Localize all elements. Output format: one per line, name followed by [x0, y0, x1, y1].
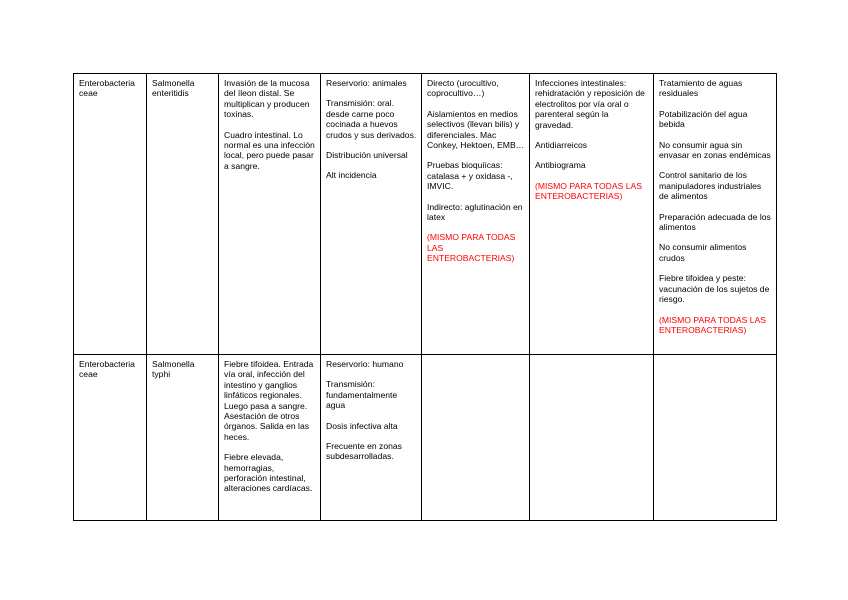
- cell-paragraph: No consumir agua sin envasar en zonas endémicas: [659, 139, 771, 161]
- cell-paragraph: Enterobacteria ceae: [79, 359, 135, 380]
- cell-paragraph: Infecciones intestinales: rehidratación y reposición de electrolitos por vía oral o parenteral según la gravedad.: [535, 78, 645, 130]
- cell-paragraph: Antibiograma: [535, 160, 586, 171]
- cell-paragraph: Tratamiento de aguas residuales: [659, 78, 743, 99]
- epidemiology-cell: [321, 74, 422, 355]
- cell-paragraph: Fiebre elevada, hemorragias, perforación intestinal, alteraciones cardíacas.: [224, 452, 313, 494]
- cell-paragraph: Transmisión: oral. desde carne poco cocinada a huevos crudos y sus derivados.: [326, 98, 417, 140]
- species-cell: [147, 355, 219, 521]
- cell-paragraph: Enterobacteria ceae: [79, 78, 135, 99]
- cell-paragraph: Transmisión: fundamentalmente agua: [326, 379, 398, 411]
- table-body: [74, 74, 777, 521]
- prevention-cell: [654, 355, 777, 521]
- cell-paragraph: Distribución universal: [326, 150, 408, 161]
- diagnosis-cell: [422, 355, 530, 521]
- cell-paragraph: Pruebas bioquíicas: catalasa + y oxidasa -, IMVIC.: [427, 160, 513, 192]
- table-row: [74, 74, 777, 355]
- treatment-cell: [530, 355, 654, 521]
- note-red: (MISMO PARA TODAS LAS ENTEROBACTERIAS): [427, 232, 516, 264]
- cell-paragraph: Directo (urocultivo, coprocultivo…): [427, 78, 499, 99]
- cell-paragraph: Salmonella typhi: [152, 359, 195, 380]
- cell-paragraph: No consumir alimentos crudos: [659, 242, 747, 263]
- cell-paragraph: Potabilización del agua bebida: [659, 108, 748, 130]
- document-table: [73, 73, 777, 521]
- note-red: (MISMO PARA TODAS LAS ENTEROBACTERIAS): [535, 180, 642, 202]
- cell-paragraph: Salmonella enteritidis: [152, 78, 195, 99]
- table-row: [74, 355, 777, 521]
- cell-paragraph: Dosis infectiva alta: [326, 420, 398, 431]
- cell-paragraph: Antidiarreicos: [535, 140, 588, 151]
- family-cell: [74, 355, 147, 521]
- pathogenesis-cell: [219, 355, 321, 521]
- cell-paragraph: Alt incidencia: [326, 170, 377, 181]
- treatment-cell: [530, 74, 654, 355]
- cell-paragraph: Fiebre tifoidea y peste: vacunación de los sujetos de riesgo.: [659, 273, 770, 305]
- diagnosis-cell: [422, 74, 530, 355]
- cell-paragraph: Reservorio: humano: [326, 359, 404, 369]
- cell-paragraph: Invasión de la mucosa del íleon distal. Se multiplican y producen toxinas.: [224, 78, 310, 120]
- cell-paragraph: Fiebre tifoidea. Entrada vía oral, infección del intestino y ganglios linfáticos regionales. Luego pasa a sangre. Asestación de otros órganos. Salida en las heces.: [224, 359, 314, 442]
- family-cell: [74, 74, 147, 355]
- cell-paragraph: Cuadro intestinal. Lo normal es una infección local, pero puede pasar a sangre.: [224, 129, 315, 171]
- epidemiology-cell: [321, 355, 422, 521]
- cell-paragraph: Control sanitario de los manipuladores industriales de alimentos: [659, 170, 762, 202]
- pathogenesis-cell: [219, 74, 321, 355]
- cell-paragraph: Preparación adecuada de los alimentos: [659, 211, 771, 233]
- note-red: (MISMO PARA TODAS LAS ENTEROBACTERIAS): [659, 314, 766, 335]
- species-cell: [147, 74, 219, 355]
- prevention-cell: [654, 74, 777, 355]
- cell-paragraph: Indirecto: aglutinación en latex: [427, 201, 523, 223]
- cell-paragraph: Frecuente en zonas subdesarrolladas.: [326, 441, 402, 462]
- cell-paragraph: Reservorio: animales: [326, 78, 407, 88]
- cell-paragraph: Aislamientos en medios selectivos (llevan bilis) y diferenciales. Mac Conkey, Hektoen, EMB…: [427, 108, 525, 151]
